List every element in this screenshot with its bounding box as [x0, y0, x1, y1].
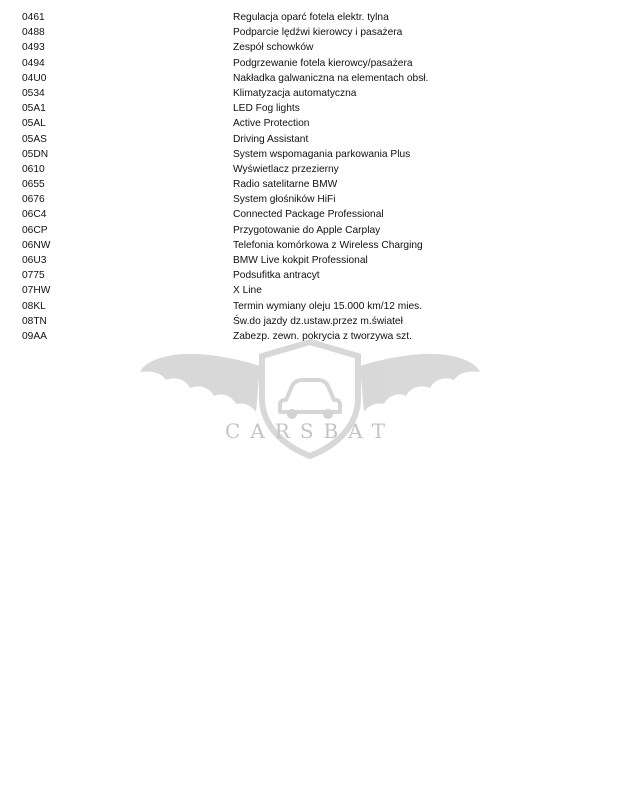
option-description: Podsufitka antracyt: [233, 270, 320, 282]
option-code: 0610: [22, 163, 45, 175]
option-row: [0, 299, 619, 314]
option-code: 0676: [22, 194, 45, 206]
option-code: 08KL: [22, 300, 46, 312]
option-row: [0, 10, 619, 25]
option-description: Podgrzewanie fotela kierowcy/pasażera: [233, 57, 413, 69]
option-code: 0461: [22, 12, 45, 23]
option-description: Zespół schowków: [233, 42, 314, 54]
option-code: 05AS: [22, 133, 47, 145]
option-row: [0, 238, 619, 253]
option-code: 06U3: [22, 255, 47, 266]
shield-icon: [262, 342, 358, 456]
option-row: [0, 207, 619, 222]
equipment-list: [0, 10, 619, 344]
option-description: Telefonia komórkowa z Wireless Charging: [233, 239, 423, 251]
option-row: [0, 223, 619, 238]
option-code: 07HW: [22, 285, 51, 297]
option-description: LED Fog lights: [233, 103, 300, 115]
option-row: [0, 25, 619, 40]
option-code: 06NW: [22, 239, 51, 251]
left-wing-icon: [140, 354, 260, 412]
option-row: [0, 192, 619, 207]
option-row: [0, 132, 619, 147]
option-row: [0, 116, 619, 131]
option-description: Św.do jazdy dz.ustaw.przez m.świateł: [233, 315, 403, 327]
option-description: Nakładka galwaniczna na elementach obsł.: [233, 72, 429, 84]
option-code: 06CP: [22, 224, 48, 236]
option-code: 05AL: [22, 118, 46, 130]
option-description: System wspomagania parkowania Plus: [233, 148, 411, 160]
option-code: 05DN: [22, 148, 49, 160]
option-description: Wyświetlacz przezierny: [233, 163, 339, 175]
option-code: 0488: [22, 27, 45, 39]
option-row: [0, 162, 619, 177]
option-description: Termin wymiany oleju 15.000 km/12 mies.: [233, 300, 423, 312]
option-row: [0, 56, 619, 71]
option-row: [0, 253, 619, 268]
option-code: 0534: [22, 87, 45, 99]
option-code: 06C4: [22, 209, 47, 221]
option-description: Driving Assistant: [233, 133, 309, 145]
option-row: [0, 40, 619, 55]
option-code: 0655: [22, 179, 45, 191]
option-description: BMW Live kokpit Professional: [233, 255, 368, 266]
option-description: Przygotowanie do Apple Carplay: [233, 224, 381, 236]
option-description: Radio satelitarne BMW: [233, 179, 338, 191]
option-description: Zabezp. zewn. pokrycia z tworzywa szt.: [233, 330, 412, 342]
option-row: [0, 147, 619, 162]
option-row: [0, 329, 619, 344]
option-row: [0, 283, 619, 298]
option-description: Regulacja oparć fotela elektr. tylna: [233, 12, 389, 23]
option-row: [0, 86, 619, 101]
carsbat-watermark: [140, 328, 480, 463]
option-description: Connected Package Professional: [233, 209, 384, 221]
option-code: 04U0: [22, 72, 47, 84]
option-code: 0494: [22, 57, 45, 69]
option-row: [0, 177, 619, 192]
option-code: 08TN: [22, 315, 47, 327]
option-code: 0775: [22, 270, 45, 282]
watermark-text: CARSBAT: [225, 419, 395, 443]
right-wing-icon: [360, 354, 480, 412]
option-row: [0, 268, 619, 283]
option-code: 09AA: [22, 330, 47, 342]
option-row: [0, 101, 619, 116]
option-code: 05A1: [22, 103, 46, 115]
option-row: [0, 71, 619, 86]
option-description: Podparcie lędźwi kierowcy i pasażera: [233, 27, 403, 39]
option-description: Klimatyzacja automatyczna: [233, 87, 357, 99]
car-icon: [280, 380, 340, 412]
option-row: [0, 314, 619, 329]
option-description: Active Protection: [233, 118, 310, 130]
option-code: 0493: [22, 42, 45, 54]
option-description: System głośników HiFi: [233, 194, 336, 206]
option-description: X Line: [233, 285, 262, 297]
